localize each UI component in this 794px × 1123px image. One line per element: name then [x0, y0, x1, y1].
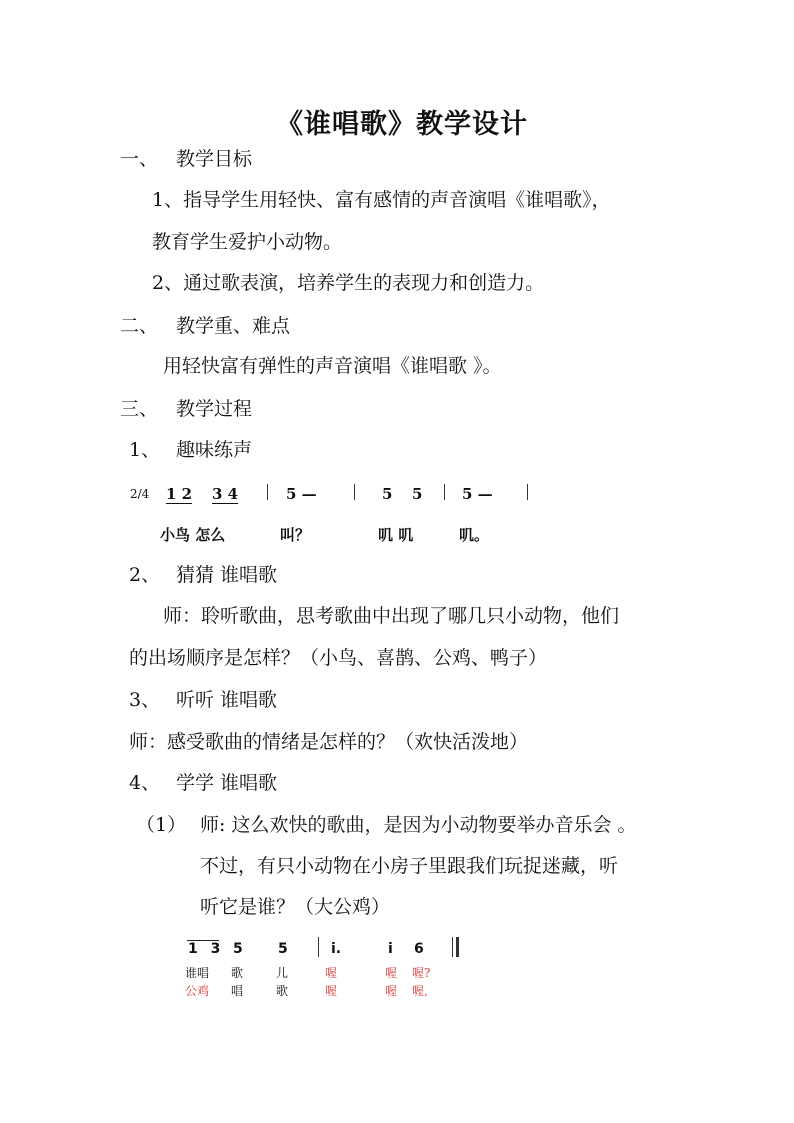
section-heading: 教学过程 [176, 398, 253, 420]
score-image [184, 936, 466, 1002]
score-lyric: 公鸡 [185, 984, 210, 998]
sub-number: （1） [136, 814, 187, 836]
step-number: 2、 [129, 564, 161, 586]
note-group: 3 4 [212, 485, 239, 503]
score-lyric: 歌 [231, 966, 244, 980]
score-note: i. [331, 941, 342, 957]
section-number: 三、 [120, 398, 159, 420]
score-lyric: 喔 [325, 966, 338, 980]
paragraph: 听它是谁？（大公鸡） [200, 896, 391, 918]
paragraph: 的出场顺序是怎样？（小鸟、喜鹊、公鸡、鸭子） [129, 647, 548, 669]
section-heading: 教学目标 [176, 148, 253, 170]
bar-line [444, 484, 445, 500]
score-lyric: 歌 [276, 984, 289, 998]
paragraph: 师: 这么欢快的歌曲，是因为小动物要举办音乐会 。 [200, 814, 637, 836]
score-note: 5 [278, 941, 288, 957]
step-number: 3、 [129, 689, 161, 711]
note: 5 — [462, 485, 493, 503]
score-lyric: 儿 [276, 966, 289, 980]
score-note: 6 [414, 941, 424, 957]
section-number: 二、 [120, 315, 159, 337]
paragraph: 2、通过歌表演，培养学生的表现力和创造力。 [152, 272, 545, 294]
step-heading: 趣味练声 [176, 439, 253, 461]
end-bar-line [456, 937, 459, 957]
lyric: 小鸟 怎么 [160, 526, 226, 544]
time-signature: 2/4 [130, 487, 150, 501]
paragraph: 用轻快富有弹性的声音演唱《谁唱歌 》。 [163, 355, 502, 377]
score-note: i [388, 941, 393, 957]
bar-line [318, 937, 319, 957]
score-lyric: 喔 [385, 984, 398, 998]
score-lyric: 唱 [231, 984, 244, 998]
note: 5 [412, 485, 423, 503]
paragraph: 教育学生爱护小动物。 [152, 231, 343, 253]
lyric: 叫？ [280, 526, 311, 544]
bar-line [452, 937, 453, 957]
note: 5 [382, 485, 393, 503]
section-heading: 教学重、难点 [176, 315, 291, 337]
paragraph: 师：感受歌曲的情绪是怎样的？（欢快活泼地） [129, 731, 529, 753]
lyric: 叽。 [459, 526, 490, 544]
score-lyric: 喔 [325, 984, 338, 998]
bar-line [267, 484, 268, 500]
step-heading: 听听 谁唱歌 [176, 689, 278, 711]
step-number: 4、 [129, 772, 161, 794]
paragraph: 1、指导学生用轻快、富有感情的声音演唱《谁唱歌》， [152, 189, 611, 211]
bar-line [527, 484, 528, 500]
step-heading: 学学 谁唱歌 [176, 772, 278, 794]
score-note: 1 3 [188, 941, 225, 957]
beam-line [187, 940, 219, 941]
lyric: 叽 叽 [378, 526, 414, 544]
score-lyric: 喔? [412, 966, 431, 980]
step-number: 1、 [129, 439, 161, 461]
note: 5 — [286, 485, 317, 503]
page-title: 《谁唱歌》教学设计 [276, 109, 528, 140]
section-number: 一、 [120, 148, 159, 170]
paragraph: 师：聆听歌曲，思考歌曲中出现了哪几只小动物，他们 [163, 605, 620, 627]
score-note: 5 [233, 941, 243, 957]
note-group: 1 2 [166, 485, 193, 503]
score-lyric: 喔 [385, 966, 398, 980]
step-heading: 猜猜 谁唱歌 [176, 564, 278, 586]
bar-line [354, 484, 355, 500]
score-lyric: 喔, [412, 984, 428, 998]
score-lyric: 谁唱 [185, 966, 210, 980]
paragraph: 不过，有只小动物在小房子里跟我们玩捉迷藏，听 [200, 855, 619, 877]
